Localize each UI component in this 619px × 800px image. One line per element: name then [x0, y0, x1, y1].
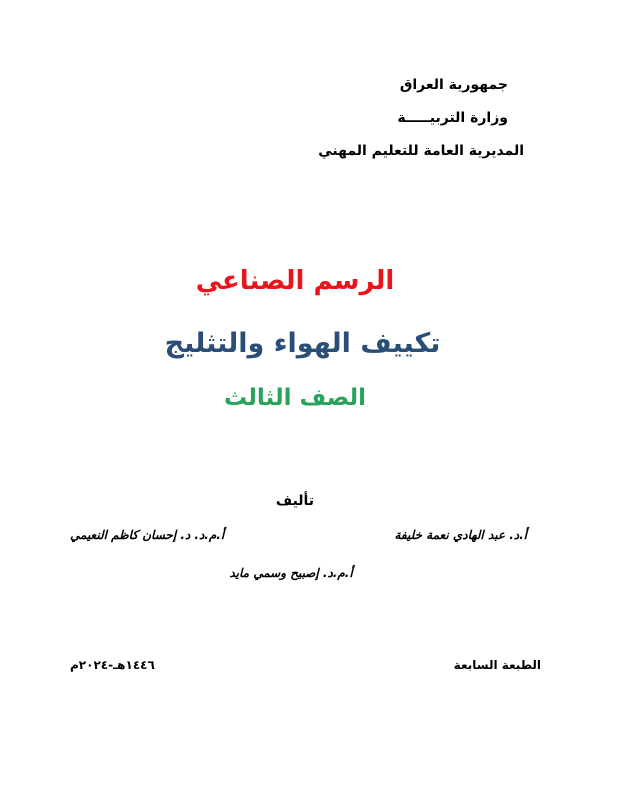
subject-title: الرسم الصناعي: [195, 266, 395, 296]
directorate-name: المديرية العامة للتعليم المهني: [318, 143, 524, 159]
author-name: أ.د. عبد الهادي نعمة خليفة: [394, 528, 527, 542]
edition-label: الطبعة السابعة: [453, 658, 541, 672]
author-name: أ.م.د. إصبيح وسمي مايد: [229, 566, 353, 580]
grade-title: الصف الثالث: [223, 385, 367, 411]
specialization-title: تكييف الهواء والتثليج: [164, 328, 441, 359]
authors-heading: تأليف: [275, 493, 315, 509]
author-name: أ.م.د. د. إحسان كاظم النعيمي: [70, 528, 225, 542]
ministry-name: وزارة التربيـــــة: [397, 110, 508, 126]
country-name: جمهورية العراق: [399, 77, 508, 93]
publication-year: ١٤٤٦هـ-٢٠٢٤م: [70, 658, 155, 672]
